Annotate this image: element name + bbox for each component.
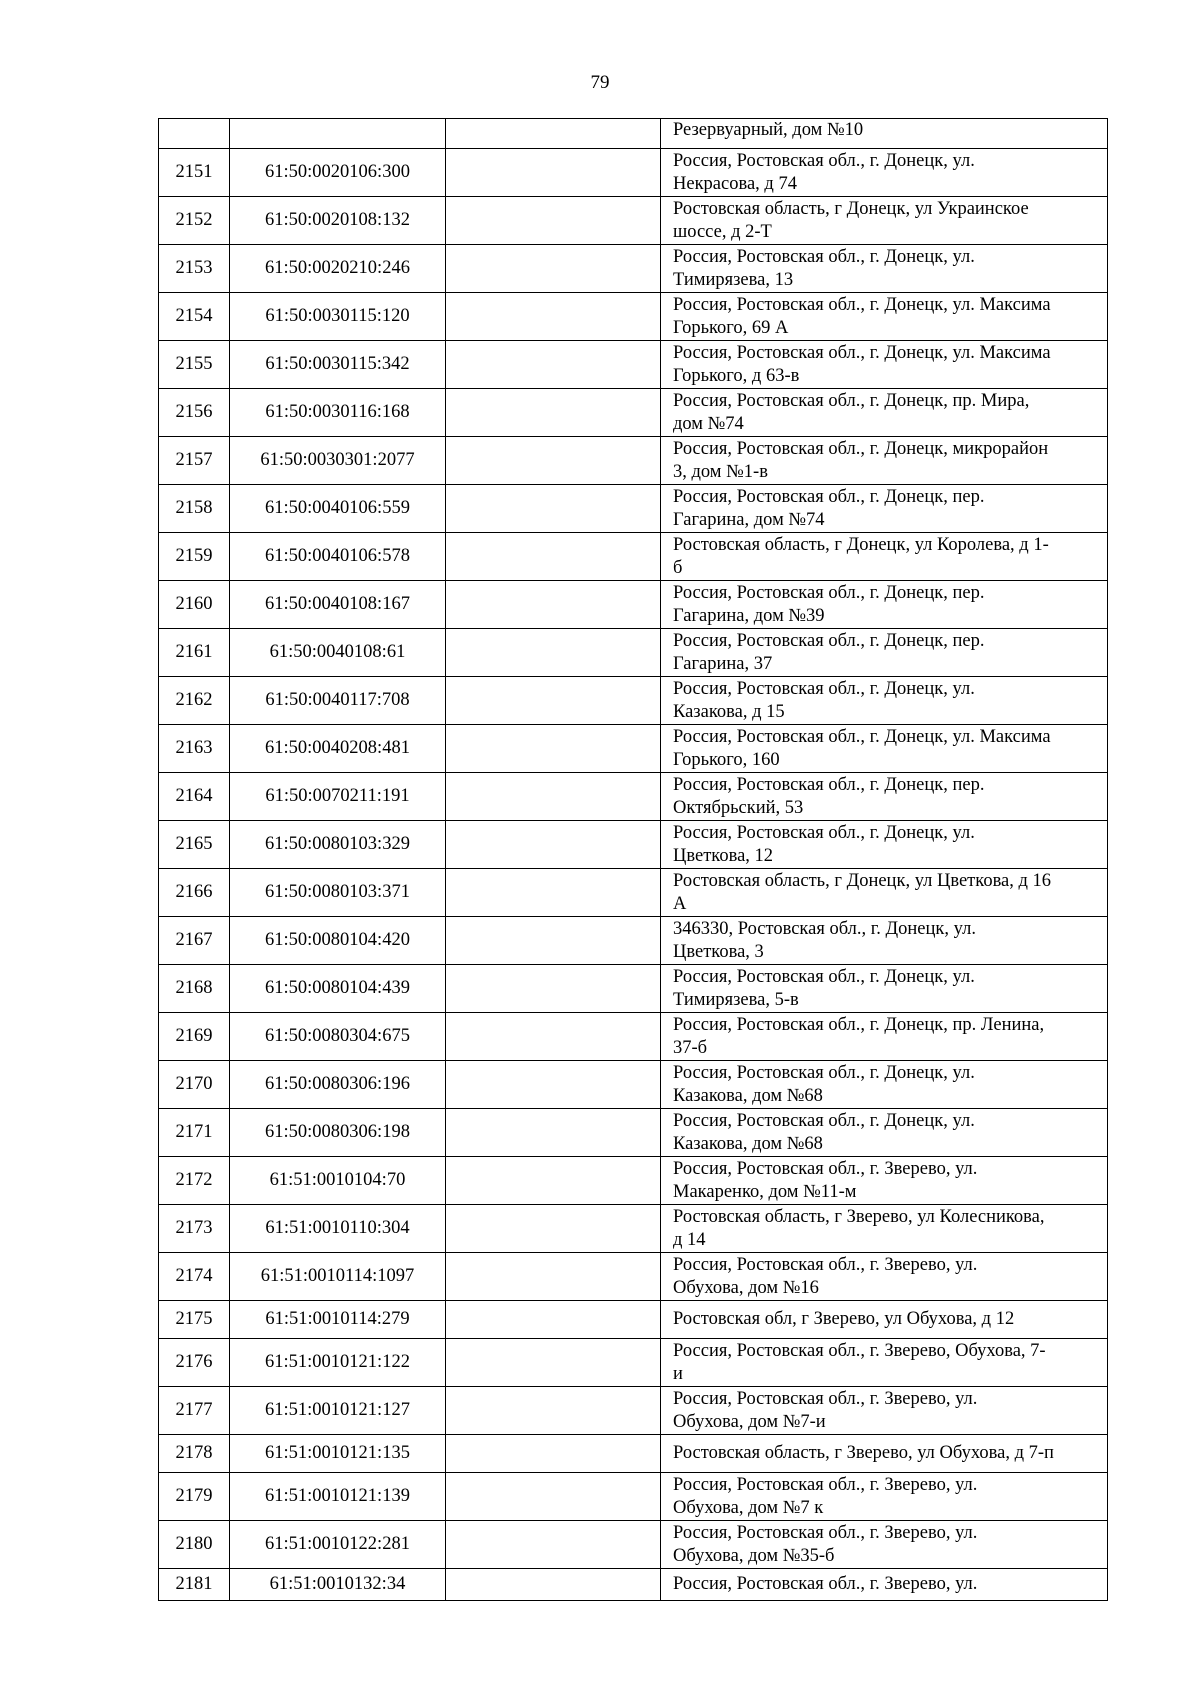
table-row [159, 437, 1108, 485]
address-cell [661, 293, 1108, 341]
empty-cell [446, 773, 661, 821]
address-cell [661, 917, 1108, 965]
address-line: Россия, Ростовская обл., г. Донецк, пер. [673, 774, 985, 795]
address-cell [661, 1253, 1108, 1301]
address-line: Россия, Ростовская обл., г. Зверево, Обухова, 7- [673, 1340, 1046, 1361]
address-line: Ростовская область, г Донецк, ул Украинское [673, 198, 1029, 219]
address-cell [661, 1473, 1108, 1521]
empty-cell [446, 821, 661, 869]
address-cell [661, 1435, 1108, 1473]
table-row [159, 533, 1108, 581]
row-number-cell: 2169 [159, 1013, 230, 1061]
empty-cell [446, 1205, 661, 1253]
address-line: Горького, 69 А [673, 317, 789, 338]
cadastral-number-cell: 61:51:0010121:139 [230, 1473, 446, 1521]
row-number-cell: 2159 [159, 533, 230, 581]
row-number-cell: 2170 [159, 1061, 230, 1109]
address-line: 346330, Ростовская обл., г. Донецк, ул. [673, 918, 976, 939]
table-row [159, 197, 1108, 245]
address-line: Цветкова, 3 [673, 941, 764, 962]
page-number: 79 [590, 72, 610, 93]
empty-cell [446, 149, 661, 197]
address-line: Россия, Ростовская обл., г. Зверево, ул. [673, 1254, 978, 1275]
address-line: Россия, Ростовская обл., г. Донецк, ул. [673, 1062, 975, 1083]
row-number-cell: 2172 [159, 1157, 230, 1205]
address-line: Ростовская область, г Донецк, ул Королева, д 1- [673, 534, 1049, 555]
address-line: Россия, Ростовская обл., г. Донецк, ул. Максима [673, 294, 1051, 315]
cadastral-number-cell: 61:51:0010110:304 [230, 1205, 446, 1253]
row-number-cell: 2152 [159, 197, 230, 245]
row-number-cell: 2162 [159, 677, 230, 725]
table-row [159, 1301, 1108, 1339]
address-line: Россия, Ростовская обл., г. Донецк, пер. [673, 582, 985, 603]
address-line: Россия, Ростовская обл., г. Зверево, ул. [673, 1574, 978, 1594]
cadastral-number-cell: 61:50:0070211:191 [230, 773, 446, 821]
cadastral-number-cell: 61:50:0020108:132 [230, 197, 446, 245]
row-number-cell: 2173 [159, 1205, 230, 1253]
address-cell [661, 485, 1108, 533]
address-cell [661, 773, 1108, 821]
table-row [159, 245, 1108, 293]
address-line: Гагарина, дом №39 [673, 605, 825, 626]
address-line: Россия, Ростовская обл., г. Зверево, ул. [673, 1158, 978, 1179]
table-row [159, 869, 1108, 917]
address-cell [661, 1157, 1108, 1205]
row-number-cell: 2165 [159, 821, 230, 869]
table-row [159, 677, 1108, 725]
empty-cell [446, 629, 661, 677]
cadastral-number-cell: 61:50:0030115:120 [230, 293, 446, 341]
empty-cell [446, 245, 661, 293]
address-cell [661, 1205, 1108, 1253]
empty-cell [446, 389, 661, 437]
cadastral-number-cell: 61:51:0010122:281 [230, 1521, 446, 1569]
address-line: Резервуарный, дом №10 [673, 120, 864, 140]
empty-cell [446, 1473, 661, 1521]
address-line: Россия, Ростовская обл., г. Донецк, пр. Ленина, [673, 1014, 1045, 1035]
empty-cell [446, 725, 661, 773]
address-cell [661, 1387, 1108, 1435]
table-row [159, 821, 1108, 869]
address-line: Россия, Ростовская обл., г. Донецк, ул. [673, 1110, 975, 1131]
address-cell [661, 1569, 1108, 1601]
row-number-cell: 2166 [159, 869, 230, 917]
cadastral-number-cell: 61:50:0040108:61 [230, 629, 446, 677]
table-row [159, 917, 1108, 965]
cadastral-number-cell: 61:50:0030115:342 [230, 341, 446, 389]
empty-cell [446, 1109, 661, 1157]
address-cell [661, 1061, 1108, 1109]
address-line: и [673, 1363, 683, 1384]
address-line: Обухова, дом №35-б [673, 1545, 835, 1566]
cadastral-number-cell: 61:50:0020210:246 [230, 245, 446, 293]
table-row [159, 119, 1108, 149]
table-row [159, 1435, 1108, 1473]
row-number-cell: 2155 [159, 341, 230, 389]
cadastral-number-cell: 61:50:0020106:300 [230, 149, 446, 197]
address-cell [661, 245, 1108, 293]
cadastral-number-cell: 61:50:0080104:420 [230, 917, 446, 965]
row-number-cell: 2157 [159, 437, 230, 485]
cadastral-number-cell: 61:50:0080103:371 [230, 869, 446, 917]
empty-cell [446, 1521, 661, 1569]
address-line: Некрасова, д 74 [673, 173, 797, 194]
address-cell [661, 1521, 1108, 1569]
table-row [159, 581, 1108, 629]
cadastral-number-cell: 61:51:0010114:279 [230, 1301, 446, 1339]
empty-cell [446, 341, 661, 389]
cadastral-number-cell: 61:50:0080304:675 [230, 1013, 446, 1061]
row-number-cell: 2179 [159, 1473, 230, 1521]
cadastral-number-cell: 61:51:0010114:1097 [230, 1253, 446, 1301]
table-row [159, 1157, 1108, 1205]
address-line: 3, дом №1-в [673, 461, 768, 482]
address-cell [661, 821, 1108, 869]
empty-cell [446, 485, 661, 533]
empty-cell [446, 1253, 661, 1301]
table-row [159, 1109, 1108, 1157]
registry-table [158, 118, 1108, 1601]
empty-cell [446, 869, 661, 917]
row-number-cell: 2168 [159, 965, 230, 1013]
address-cell [661, 389, 1108, 437]
empty-cell [446, 293, 661, 341]
address-cell [661, 677, 1108, 725]
address-line: Октябрьский, 53 [673, 797, 804, 818]
empty-cell [446, 1339, 661, 1387]
row-number-cell: 2160 [159, 581, 230, 629]
empty-cell [446, 965, 661, 1013]
table-row [159, 1253, 1108, 1301]
address-cell [661, 1339, 1108, 1387]
address-cell [661, 341, 1108, 389]
table-row [159, 1013, 1108, 1061]
table-row [159, 1061, 1108, 1109]
row-number-cell: 2163 [159, 725, 230, 773]
address-cell [661, 197, 1108, 245]
cadastral-number-cell [230, 119, 446, 149]
table-row [159, 965, 1108, 1013]
address-line: Ростовская обл, г Зверево, ул Обухова, д 12 [673, 1309, 1015, 1329]
cadastral-number-cell: 61:50:0040108:167 [230, 581, 446, 629]
cadastral-number-cell: 61:50:0040106:559 [230, 485, 446, 533]
empty-cell [446, 1387, 661, 1435]
row-number-cell: 2161 [159, 629, 230, 677]
address-line: Казакова, д 15 [673, 701, 785, 722]
address-line: Россия, Ростовская обл., г. Донецк, ул. Максима [673, 726, 1051, 747]
table-row [159, 389, 1108, 437]
table-row [159, 1521, 1108, 1569]
empty-cell [446, 119, 661, 149]
row-number-cell: 2167 [159, 917, 230, 965]
cadastral-number-cell: 61:51:0010121:135 [230, 1435, 446, 1473]
table-row [159, 1339, 1108, 1387]
row-number-cell: 2180 [159, 1521, 230, 1569]
row-number-cell: 2178 [159, 1435, 230, 1473]
address-line: Ростовская область, г Зверево, ул Колесникова, [673, 1206, 1045, 1227]
address-line: Россия, Ростовская обл., г. Донецк, ул. [673, 150, 975, 171]
empty-cell [446, 917, 661, 965]
empty-cell [446, 533, 661, 581]
empty-cell [446, 437, 661, 485]
address-cell [661, 533, 1108, 581]
address-line: Тимирязева, 13 [673, 269, 794, 290]
address-line: Россия, Ростовская обл., г. Зверево, ул. [673, 1522, 978, 1543]
row-number-cell: 2164 [159, 773, 230, 821]
address-line: Обухова, дом №16 [673, 1277, 819, 1298]
empty-cell [446, 1157, 661, 1205]
row-number-cell: 2176 [159, 1339, 230, 1387]
address-line: Россия, Ростовская обл., г. Донецк, ул. Максима [673, 342, 1051, 363]
row-number-cell: 2171 [159, 1109, 230, 1157]
address-line: Россия, Ростовская обл., г. Зверево, ул. [673, 1474, 978, 1495]
cadastral-number-cell: 61:50:0080103:329 [230, 821, 446, 869]
cadastral-number-cell: 61:50:0080104:439 [230, 965, 446, 1013]
table-row [159, 629, 1108, 677]
row-number-cell: 2154 [159, 293, 230, 341]
address-cell [661, 1013, 1108, 1061]
address-cell [661, 437, 1108, 485]
row-number-cell: 2175 [159, 1301, 230, 1339]
row-number-cell: 2181 [159, 1569, 230, 1601]
address-line: Россия, Ростовская обл., г. Донецк, ул. [673, 822, 975, 843]
cadastral-number-cell: 61:51:0010121:122 [230, 1339, 446, 1387]
address-line: Тимирязева, 5-в [673, 989, 799, 1010]
cadastral-number-cell: 61:50:0030301:2077 [230, 437, 446, 485]
address-line: Казакова, дом №68 [673, 1133, 823, 1154]
row-number-cell: 2177 [159, 1387, 230, 1435]
table-row [159, 1473, 1108, 1521]
empty-cell [446, 677, 661, 725]
cadastral-number-cell: 61:50:0030116:168 [230, 389, 446, 437]
address-cell [661, 581, 1108, 629]
address-line: Гагарина, дом №74 [673, 509, 825, 530]
address-line: Россия, Ростовская обл., г. Зверево, ул. [673, 1388, 978, 1409]
address-line: Макаренко, дом №11-м [673, 1181, 857, 1202]
address-line: Казакова, дом №68 [673, 1085, 823, 1106]
address-line: Россия, Ростовская обл., г. Донецк, пер. [673, 630, 985, 651]
table-row [159, 1387, 1108, 1435]
address-cell [661, 149, 1108, 197]
address-cell [661, 1109, 1108, 1157]
table-row [159, 341, 1108, 389]
address-line: Горького, 160 [673, 749, 780, 770]
address-line: Россия, Ростовская обл., г. Донецк, пер. [673, 486, 985, 507]
empty-cell [446, 1013, 661, 1061]
address-line: Россия, Ростовская обл., г. Донецк, микрорайон [673, 438, 1049, 459]
address-line: Ростовская область, г Донецк, ул Цветкова, д 16 [673, 870, 1052, 891]
table-row [159, 725, 1108, 773]
address-cell [661, 965, 1108, 1013]
cadastral-number-cell: 61:50:0040208:481 [230, 725, 446, 773]
table-row [159, 149, 1108, 197]
address-line: шоссе, д 2-Т [673, 221, 772, 242]
address-line: Россия, Ростовская обл., г. Донецк, ул. [673, 678, 975, 699]
address-line: Обухова, дом №7-и [673, 1411, 826, 1432]
table-row [159, 773, 1108, 821]
address-line: Горького, д 63-в [673, 365, 800, 386]
address-cell [661, 1301, 1108, 1339]
address-cell [661, 725, 1108, 773]
registry-table-body [159, 119, 1108, 1601]
address-line: Россия, Ростовская обл., г. Донецк, пр. Мира, [673, 390, 1030, 411]
cadastral-number-cell: 61:50:0080306:196 [230, 1061, 446, 1109]
address-line: Обухова, дом №7 к [673, 1497, 824, 1518]
empty-cell [446, 197, 661, 245]
address-line: Гагарина, 37 [673, 653, 773, 674]
empty-cell [446, 1061, 661, 1109]
empty-cell [446, 1435, 661, 1473]
address-line: Россия, Ростовская обл., г. Донецк, ул. [673, 966, 975, 987]
address-line: д 14 [673, 1229, 706, 1250]
cadastral-number-cell: 61:50:0080306:198 [230, 1109, 446, 1157]
table-row [159, 1205, 1108, 1253]
table-row [159, 485, 1108, 533]
address-line: Цветкова, 12 [673, 845, 774, 866]
address-line: А [673, 893, 687, 914]
address-line: Ростовская область, г Зверево, ул Обухова, д 7-п [673, 1443, 1054, 1463]
row-number-cell [159, 119, 230, 149]
address-line: Россия, Ростовская обл., г. Донецк, ул. [673, 246, 975, 267]
cadastral-number-cell: 61:51:0010121:127 [230, 1387, 446, 1435]
address-cell [661, 629, 1108, 677]
cadastral-number-cell: 61:50:0040106:578 [230, 533, 446, 581]
cadastral-number-cell: 61:51:0010132:34 [230, 1569, 446, 1601]
address-line: дом №74 [673, 413, 744, 434]
row-number-cell: 2158 [159, 485, 230, 533]
empty-cell [446, 1301, 661, 1339]
row-number-cell: 2174 [159, 1253, 230, 1301]
address-cell [661, 119, 1108, 149]
cadastral-number-cell: 61:50:0040117:708 [230, 677, 446, 725]
row-number-cell: 2156 [159, 389, 230, 437]
cadastral-number-cell: 61:51:0010104:70 [230, 1157, 446, 1205]
empty-cell [446, 1569, 661, 1601]
row-number-cell: 2153 [159, 245, 230, 293]
address-line: 37-б [673, 1037, 708, 1058]
table-row [159, 1569, 1108, 1601]
row-number-cell: 2151 [159, 149, 230, 197]
address-line: б [673, 557, 683, 578]
empty-cell [446, 581, 661, 629]
table-row [159, 293, 1108, 341]
address-cell [661, 869, 1108, 917]
